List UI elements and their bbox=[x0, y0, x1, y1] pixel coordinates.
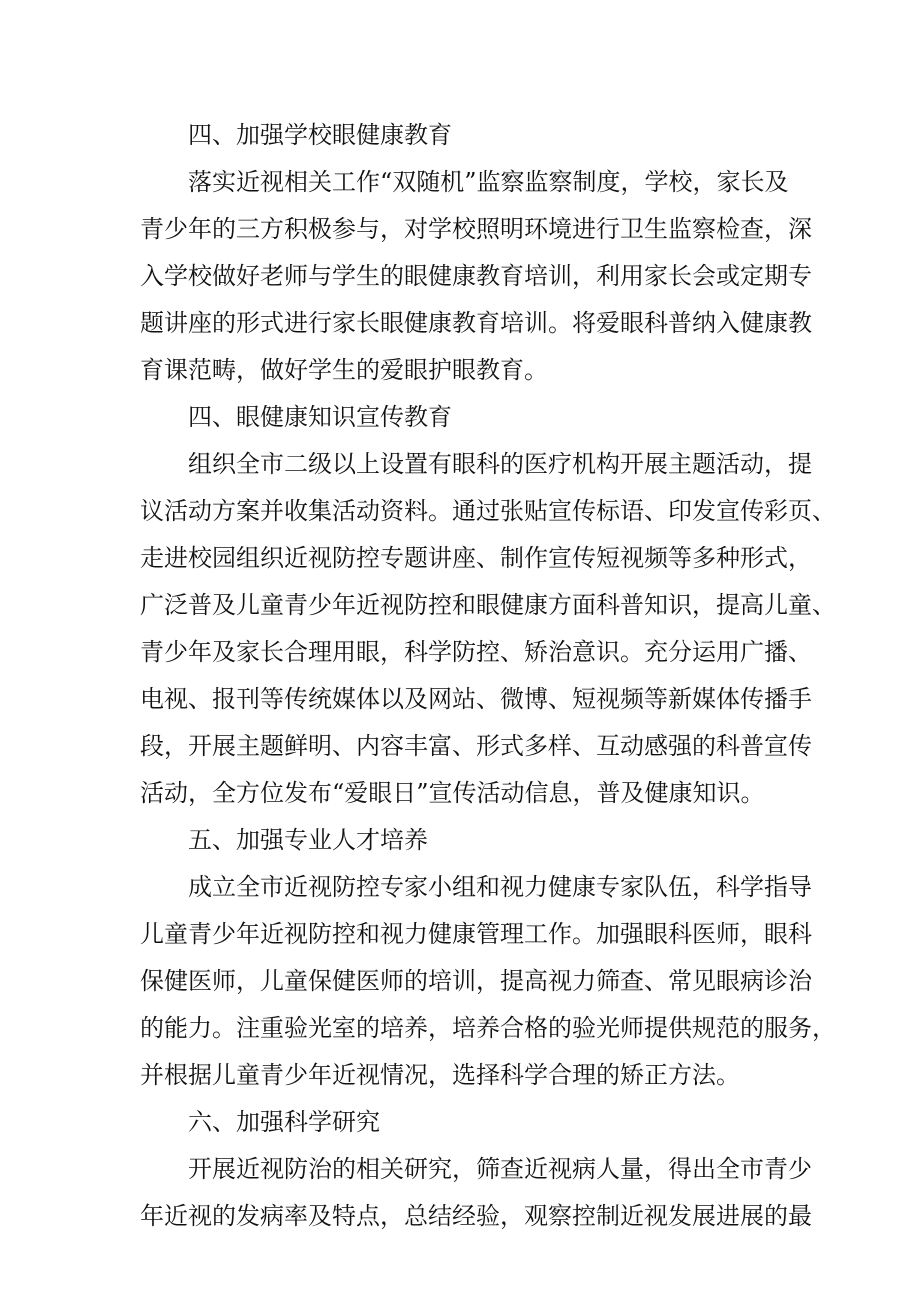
section-heading: 四、加强学校眼健康教育 bbox=[188, 121, 452, 149]
paragraph-line: 走进校园组织近视防控专题讲座、制作宣传短视频等多种形式， bbox=[140, 544, 812, 572]
paragraph-line: 活动，全方位发布“爱眼日”宣传活动信息，普及健康知识。 bbox=[140, 779, 765, 807]
paragraph-line: 儿童青少年近视防控和视力健康管理工作。加强眼科医师，眼科 bbox=[140, 920, 812, 948]
document-body bbox=[140, 112, 836, 1240]
paragraph-line: 的能力。注重验光室的培养，培养合格的验光师提供规范的服务， bbox=[140, 1014, 836, 1042]
paragraph-line: 年近视的发病率及特点，总结经验，观察控制近视发展进展的最 bbox=[140, 1202, 812, 1230]
paragraph-line: 青少年及家长合理用眼，科学防控、矫治意识。充分运用广播、 bbox=[140, 638, 812, 666]
paragraph-line: 议活动方案并收集活动资料。通过张贴宣传标语、印发宣传彩页、 bbox=[140, 497, 836, 525]
paragraph-line: 并根据儿童青少年近视情况，选择科学合理的矫正方法。 bbox=[140, 1061, 740, 1089]
paragraph-line: 入学校做好老师与学生的眼健康教育培训，利用家长会或定期专 bbox=[140, 262, 812, 290]
paragraph-line: 保健医师，儿童保健医师的培训，提高视力筛查、常见眼病诊治 bbox=[140, 967, 812, 995]
paragraph-line: 题讲座的形式进行家长眼健康教育培训。将爱眼科普纳入健康教 bbox=[140, 309, 812, 337]
paragraph-line: 落实近视相关工作“双随机”监察监察制度，学校，家长及 bbox=[188, 168, 789, 196]
paragraph-line: 成立全市近视防控专家小组和视力健康专家队伍，科学指导 bbox=[188, 873, 812, 901]
paragraph-line: 组织全市二级以上设置有眼科的医疗机构开展主题活动，提 bbox=[188, 450, 812, 478]
paragraph-line: 青少年的三方积极参与，对学校照明环境进行卫生监察检查，深 bbox=[140, 215, 812, 243]
section-heading: 六、加强科学研究 bbox=[188, 1108, 380, 1136]
section-heading: 五、加强专业人才培养 bbox=[188, 826, 428, 854]
paragraph-line: 段，开展主题鲜明、内容丰富、形式多样、互动感强的科普宣传 bbox=[140, 732, 812, 760]
paragraph-line: 开展近视防治的相关研究，筛查近视病人量，得出全市青少 bbox=[188, 1155, 812, 1183]
paragraph-line: 广泛普及儿童青少年近视防控和眼健康方面科普知识，提高儿童、 bbox=[140, 591, 836, 619]
paragraph-line: 电视、报刊等传统媒体以及网站、微博、短视频等新媒体传播手 bbox=[140, 685, 812, 713]
paragraph-line: 育课范畴，做好学生的爱眼护眼教育。 bbox=[140, 356, 548, 384]
section-heading: 四、眼健康知识宣传教育 bbox=[188, 403, 452, 431]
